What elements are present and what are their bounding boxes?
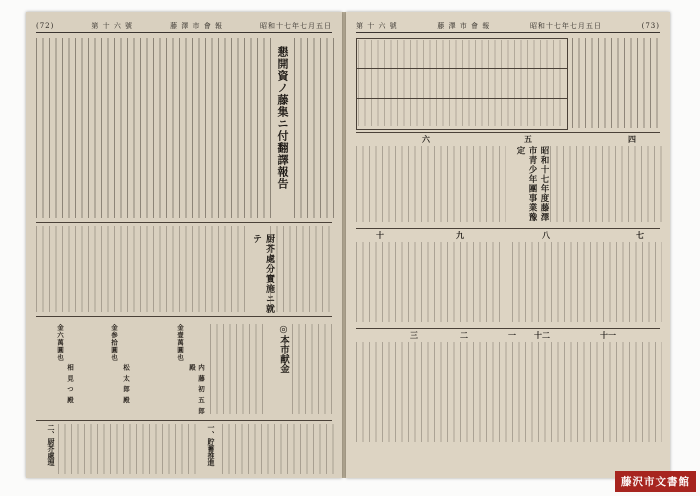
left-masthead: 藤 澤 市 會 報 bbox=[170, 22, 223, 30]
right-top-text bbox=[572, 38, 662, 128]
left-mid-heading: 厨芥處分實施ニ就テ bbox=[251, 234, 274, 314]
right-date: 昭和十七年七月五日 bbox=[529, 22, 602, 30]
table-row-line-1 bbox=[356, 68, 568, 69]
left-divider-3 bbox=[36, 420, 332, 421]
right-page-header bbox=[356, 20, 660, 33]
donation-details bbox=[210, 324, 266, 414]
right-page bbox=[346, 12, 670, 478]
right-page-number: (73) bbox=[641, 22, 660, 30]
left-issue-number: 第 十 六 號 bbox=[91, 22, 134, 30]
month-july: 七 bbox=[636, 230, 644, 240]
left-page-number: (72) bbox=[36, 22, 55, 30]
month-may: 五 bbox=[524, 134, 532, 144]
donor-name-2: 松 太 郎 殿 bbox=[122, 364, 130, 404]
month-august: 八 bbox=[542, 230, 550, 240]
month-october: 十 bbox=[376, 230, 384, 240]
city-donation-heading: ◎本市献金 bbox=[278, 324, 289, 373]
right-divider-1 bbox=[356, 132, 660, 133]
archive-watermark: 藤沢市文書館 bbox=[615, 471, 696, 492]
left-middle-right-text bbox=[270, 226, 334, 312]
donor-name-3: 内 藤 初 五 郎 殿 bbox=[188, 364, 205, 415]
month-april: 四 bbox=[628, 134, 636, 144]
left-main-heading: 懇開資ノ藤集ニ付翻譯報告 bbox=[276, 46, 289, 190]
month-june: 六 bbox=[422, 134, 430, 144]
left-upper-text-block bbox=[36, 38, 272, 218]
left-bottom-text bbox=[58, 424, 198, 474]
left-page bbox=[26, 12, 342, 478]
statistics-table-grid bbox=[358, 40, 564, 126]
donor-name-1: 相 見 つ 殿 bbox=[66, 364, 74, 404]
may-april-events bbox=[550, 146, 662, 222]
month-december: 十二 bbox=[534, 330, 550, 340]
section-savings: 一、貯蓄推進 bbox=[207, 424, 216, 466]
left-divider-1 bbox=[36, 222, 332, 223]
month-february: 二 bbox=[460, 330, 468, 340]
aug-jul-events bbox=[512, 242, 662, 322]
donation-amount-3: 金壹萬圓也 bbox=[176, 324, 184, 362]
right-divider-3 bbox=[356, 328, 660, 329]
left-upper-right-text bbox=[294, 38, 334, 218]
section-waste: 二、厨芥處理 bbox=[47, 424, 56, 466]
right-divider-2 bbox=[356, 228, 660, 229]
oct-sep-events bbox=[356, 242, 504, 322]
month-november: 十一 bbox=[600, 330, 616, 340]
left-date: 昭和十七年七月五日 bbox=[259, 22, 332, 30]
left-divider-2 bbox=[36, 316, 332, 317]
month-january: 一 bbox=[508, 330, 516, 340]
month-march: 三 bbox=[410, 330, 418, 340]
table-row-line-2 bbox=[356, 98, 568, 99]
left-page-header bbox=[36, 20, 332, 33]
donation-amount-2: 金参拾圓也 bbox=[110, 324, 118, 362]
youth-program-title: 昭和十七年度藤澤市青少年團事業豫定 bbox=[515, 146, 549, 222]
right-masthead: 藤 澤 市 會 報 bbox=[437, 22, 491, 30]
winter-events bbox=[356, 342, 662, 442]
donation-intro-text bbox=[292, 324, 334, 414]
month-september: 九 bbox=[456, 230, 464, 240]
right-issue-number: 第 十 六 號 bbox=[356, 22, 398, 30]
donation-amount-1: 金六萬圓也 bbox=[56, 324, 64, 362]
june-events bbox=[356, 146, 506, 222]
left-bottom-right-text bbox=[222, 424, 334, 474]
left-middle-text-block bbox=[36, 226, 246, 312]
